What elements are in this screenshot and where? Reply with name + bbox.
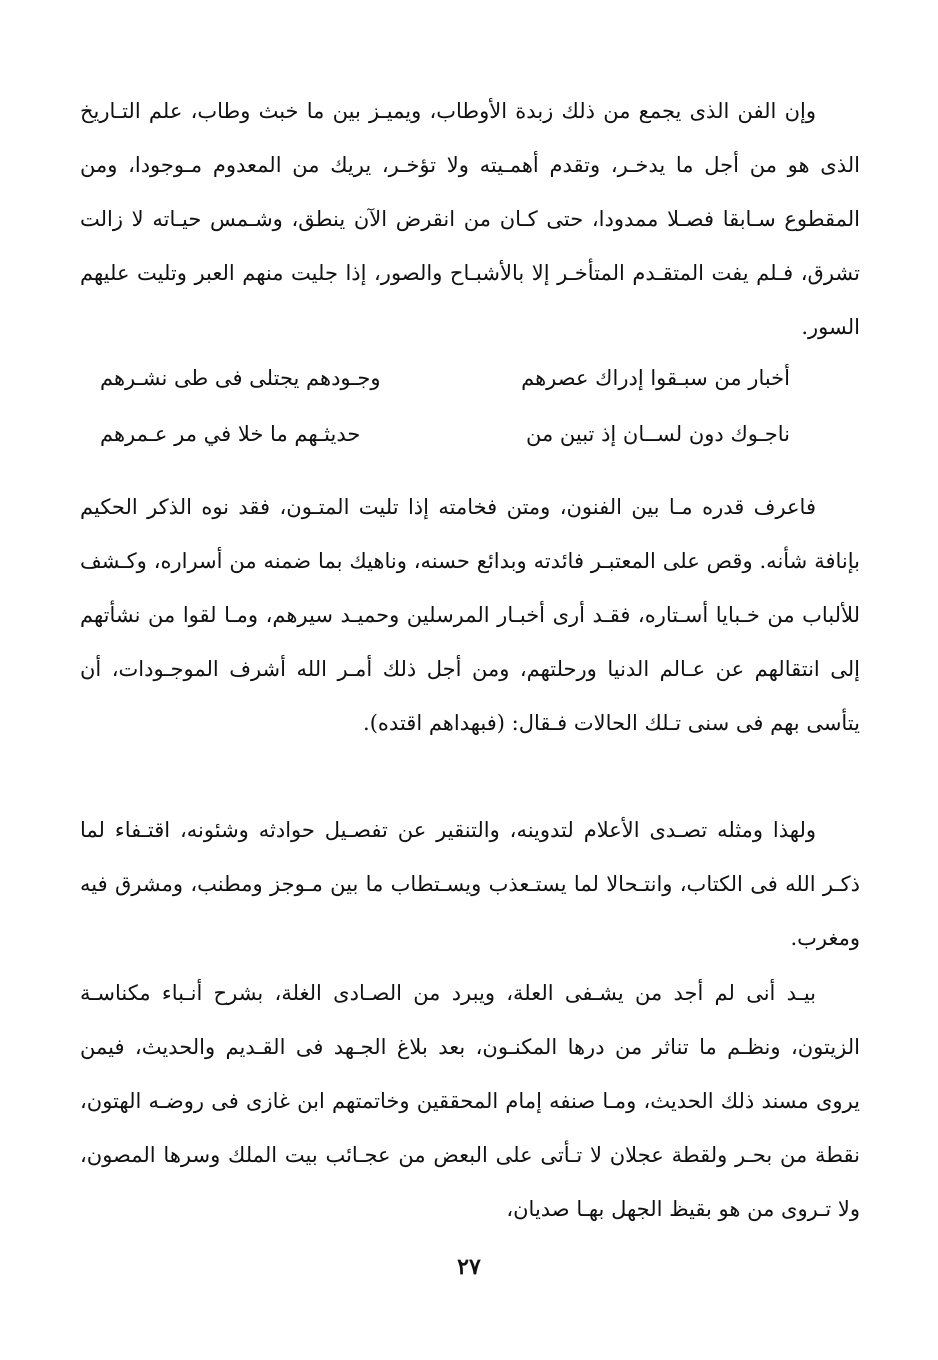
paragraph-know-its-value [80, 480, 860, 750]
paragraph-text: بيـد أنى لم أجد من يشـفى العلة، ويبرد من الصـادى الغلة، بشرح أنـباء مكناسـة الزيتون، ونظـم ما تناثر من درها المكنـون، بعد بلاغ الجـهد فى القـديم والحديث، فيمن يروى مسند ذلك الحديث، ومـا صنفه إمام المحققين وخاتمتهم ابن غازى فى روضـه الهتون، نقطة من بحـر ولقطة عجلان لا تـأتى على البعض من عجـائب بيت الملك وسرها المصون، ولا تـروى من هو بقيظ الجهل بهـا صديان، [80, 981, 860, 1221]
paragraph-meknes [80, 966, 860, 1236]
paragraph-text: وإن الفن الذى يجمع من ذلك زبدة الأوطاب، ويميـز بين ما خبث وطاب، علم التـاريخ الذى هو من أجل ما يدخـر، وتقدم أهمـيته ولا تؤخـر، يريك من المعدوم مـوجودا، ومن المقطوع سـابقا فصـلا ممدودا، حتى كـان من انقرض الآن ينطق، وشـمس حيـاته لا زالت تشرق، فـلم يفت المتقـدم المتأخـر إلا بالأشبـاح والصور، إذا جليت منهم العبر وتليت عليهم السور. [80, 99, 860, 339]
paragraph-text: فاعرف قدره مـا بين الفنون، ومتن فخامته إذا تليت المتـون، فقد نوه الذكر الحكيم بإنافة شأنه. وقص على المعتبـر فائدته وبدائع حسنه، وناهيك بما ضمنه من أسراره، وكـشف للألباب من خـبايا أسـتاره، فقـد أرى أخبـار المرسلين وحميـد سيرهم، ومـا لقوا من نشأتهم إلى انتقالهم عن عـالم الدنيا ورحلتهم، ومن أجل ذلك أمـر الله أشرف الموجـودات، أن يتأسى بهم فى سنى تـلك الحالات فـقال: (فبهداهم اقتده). [80, 495, 860, 735]
paragraph-text: ولهذا ومثله تصـدى الأعلام لتدوينه، والتنقير عن تفصـيل حوادثه وشئونه، اقتـفاء لما ذكـر الله فى الكتاب، وانتـحالا لما يستـعذب ويسـتطاب ما بين مـوجز ومطنب، ومشرق فيه ومغرب. [80, 818, 860, 950]
paragraph-scholars [80, 803, 860, 965]
page-number: ٢٧ [457, 1254, 481, 1280]
verse-first-hemistich: ناجـوك دون لســان إذ تبين من [525, 422, 790, 446]
verse-first-hemistich: أخبار من سبـقوا إدراك عصرهم [521, 366, 790, 390]
verse-line [100, 354, 790, 402]
paragraph-history-art [80, 84, 860, 354]
verse-line [100, 410, 790, 458]
verse-second-hemistich: حديثـهم ما خلا في مر عـمرهم [100, 422, 361, 446]
verse-second-hemistich: وجـودهم يجتلى فى طى نشـرهم [100, 366, 381, 390]
